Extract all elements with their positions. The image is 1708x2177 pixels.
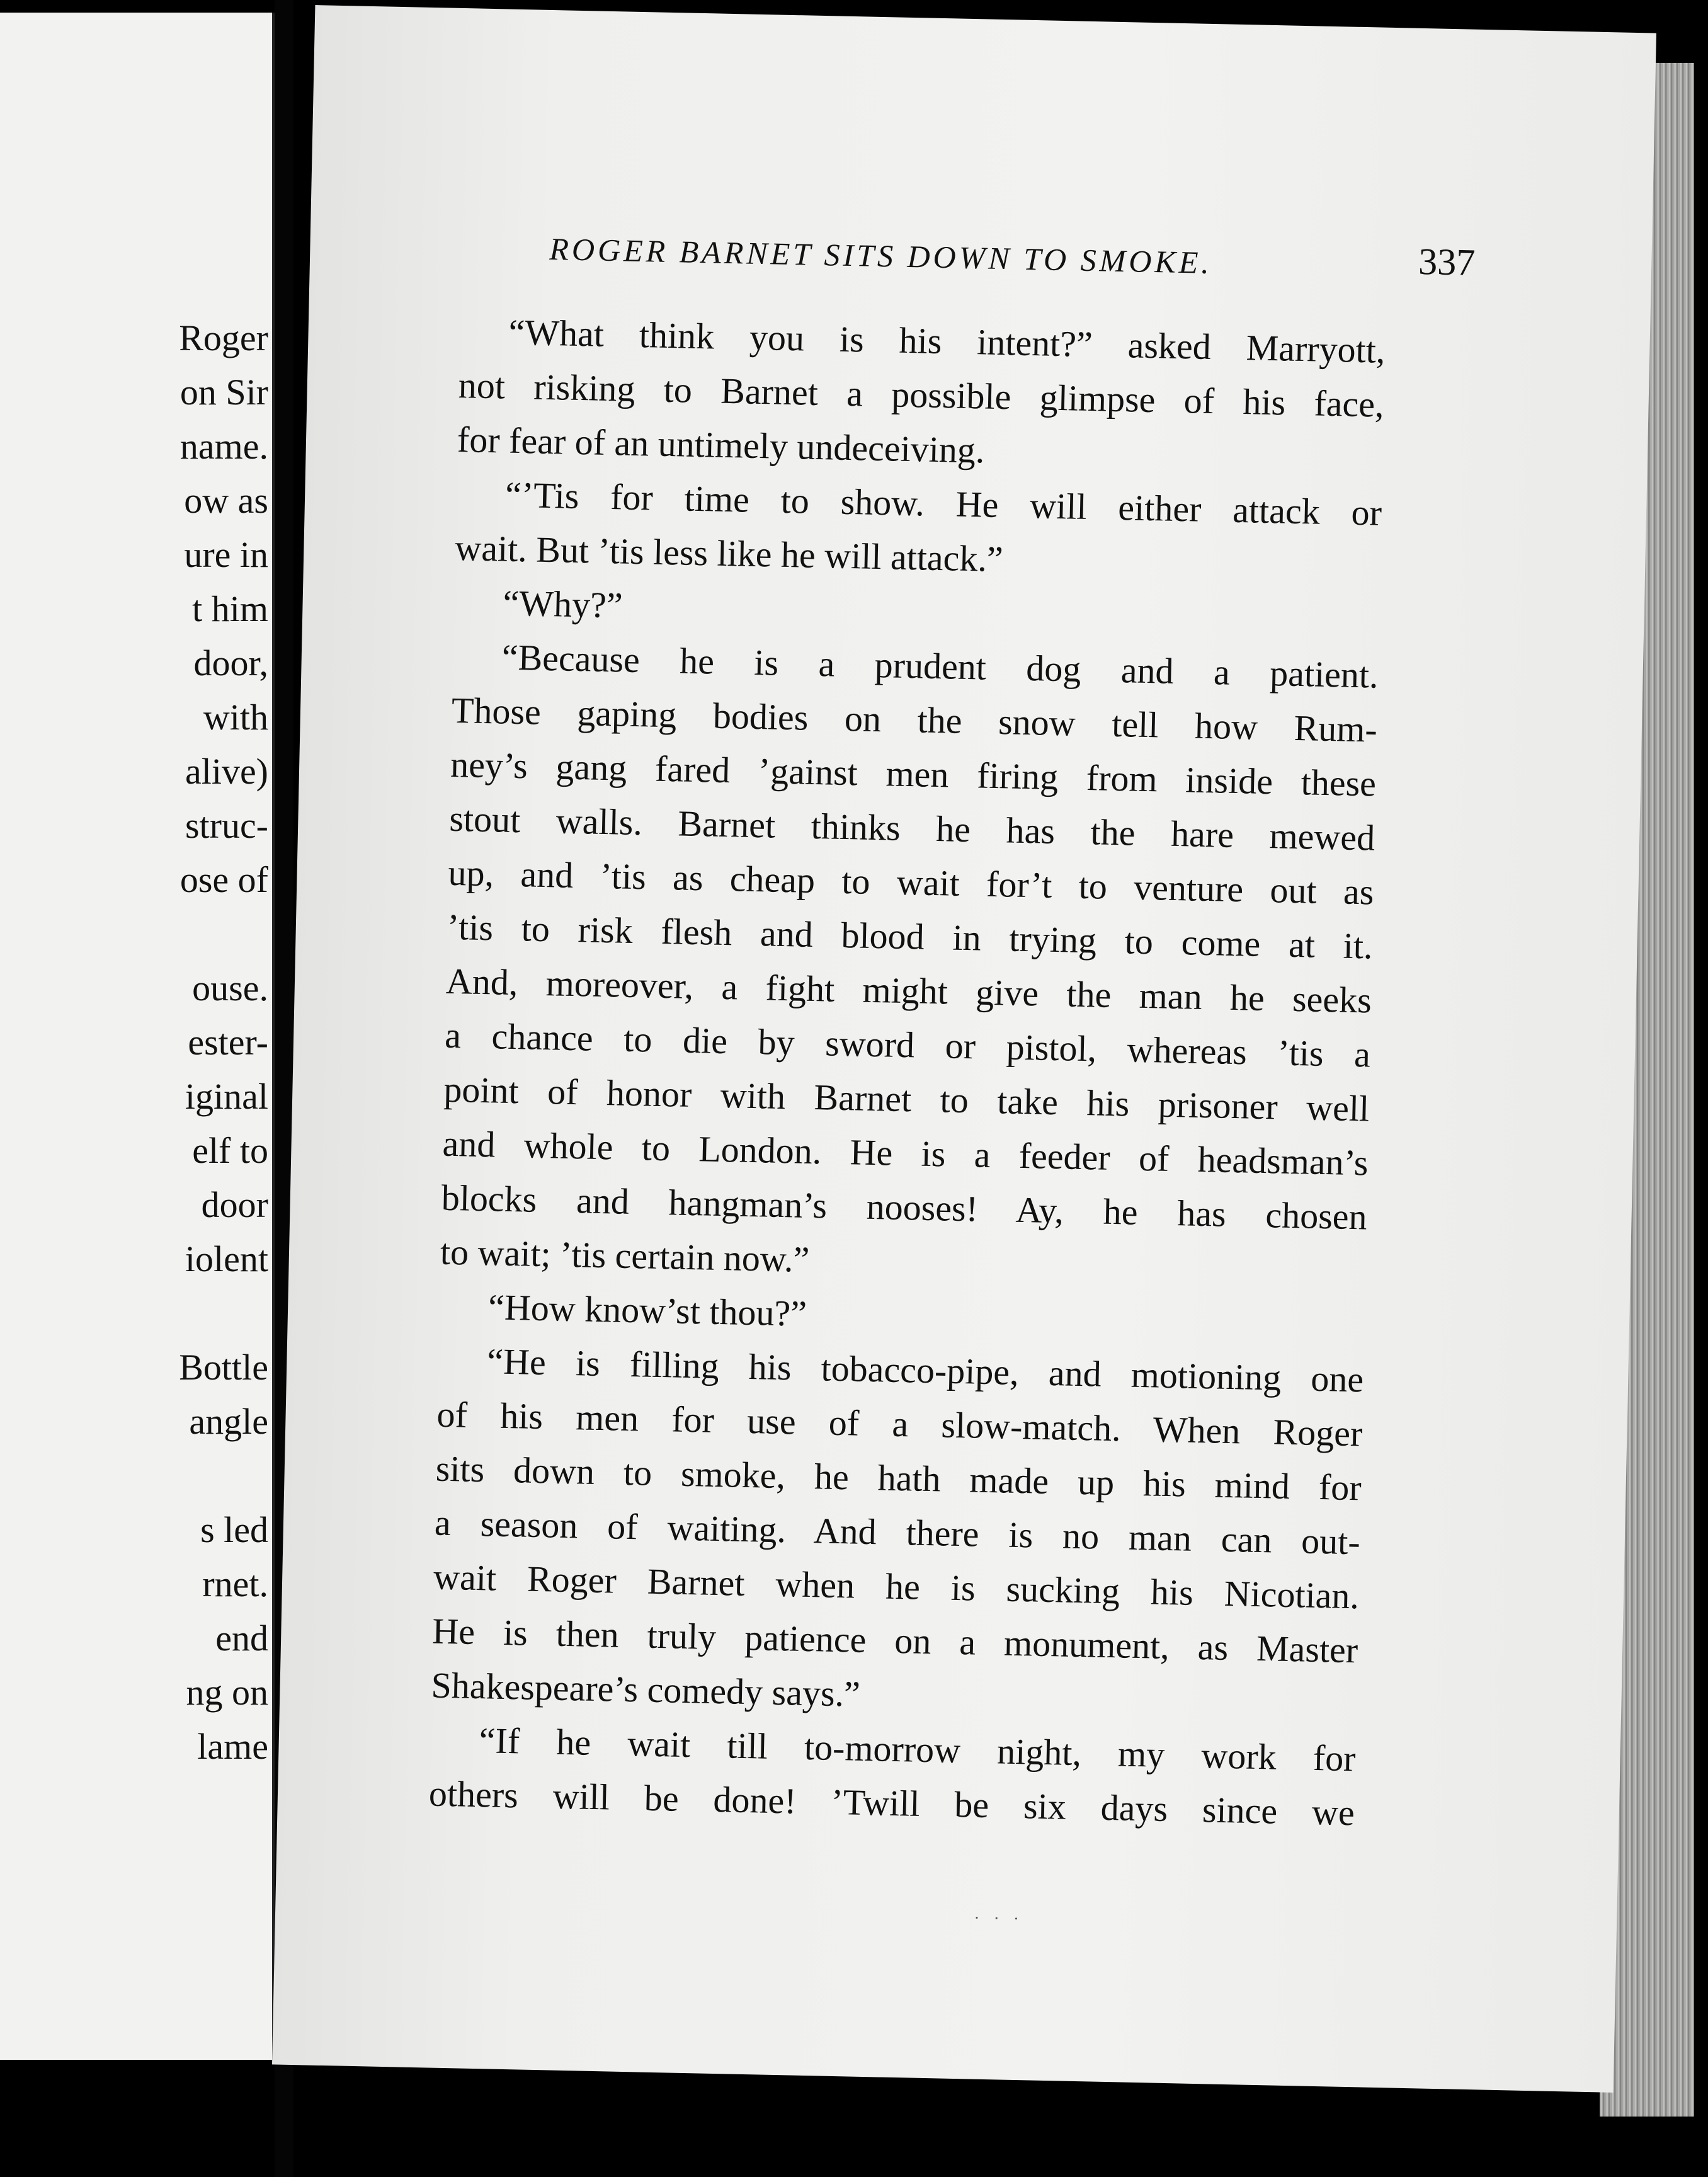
text-line: of his men for use of a slow-match. When Roger <box>436 1393 1364 1454</box>
text-line: “He is filling his tobacco-pipe, and motioning one <box>486 1340 1364 1400</box>
left-page-line: ester- <box>188 1022 268 1063</box>
text-line: And, moreover, a fight might give the man he seeks <box>445 960 1372 1021</box>
left-page-line: door <box>201 1184 268 1225</box>
text-line: blocks and hangman’s nooses! Ay, he has chosen <box>441 1177 1368 1238</box>
text-line: “Why?” <box>502 582 623 626</box>
left-page-line: Roger <box>179 317 268 358</box>
text-line: “How know’st thou?” <box>487 1286 807 1334</box>
left-page-line: door, <box>193 643 268 683</box>
text-line: “’Tis for time to show. He will either attack or <box>504 474 1382 534</box>
text-line: wait Roger Barnet when he is sucking his Nicotian. <box>433 1556 1360 1617</box>
left-page-line: end <box>215 1618 268 1659</box>
text-line: “Because he is a prudent dog and a patient. <box>501 636 1379 696</box>
print-specks: · · · <box>974 1909 1024 1928</box>
text-line: point of honor with Barnet to take his prisoner well <box>443 1068 1370 1129</box>
left-page-line: s led <box>200 1509 268 1550</box>
left-page-line: angle <box>189 1401 268 1442</box>
left-page-line: name. <box>179 426 268 467</box>
text-line: for fear of an untimely undeceiving. <box>457 418 986 471</box>
left-page-line: rnet. <box>202 1563 268 1604</box>
left-page-line: ng on <box>186 1672 268 1713</box>
text-line: a season of waiting. And there is no man can out- <box>434 1502 1361 1563</box>
right-page <box>272 5 1656 2093</box>
text-line: “If he wait till to-morrow night, my work for <box>479 1720 1357 1780</box>
left-page-line: ow as <box>184 480 268 521</box>
page-number: 337 <box>1418 240 1476 283</box>
text-line: others will be done! ’Twill be six days since we <box>428 1773 1355 1834</box>
text-line: not risking to Barnet a possible glimpse of his face, <box>458 364 1385 425</box>
body-text <box>428 304 1386 1840</box>
text-line: wait. But ’tis less like he will attack.” <box>454 527 1004 580</box>
text-line: “What think you is his intent?” asked Marryott, <box>508 311 1386 371</box>
left-page-line: t him <box>192 588 268 629</box>
running-head: ROGER BARNET SITS DOWN TO SMOKE. <box>549 231 1213 280</box>
left-page-fragment <box>0 13 275 2060</box>
text-line: ney’s gang fared ’gainst men firing from inside these <box>450 743 1377 804</box>
left-page-line: lame <box>197 1726 268 1767</box>
left-page-line: struc- <box>185 805 268 846</box>
left-page-line: iginal <box>185 1076 268 1117</box>
text-line: to wait; ’tis certain now.” <box>440 1231 810 1280</box>
left-page-line: on Sir <box>179 372 268 413</box>
left-page-line: with <box>203 697 268 738</box>
text-line: up, and ’tis as cheap to wait for’t to venture out as <box>447 852 1375 913</box>
text-line: stout walls. Barnet thinks he has the hare mewed <box>448 797 1375 859</box>
left-page-line: alive) <box>185 751 268 792</box>
left-page-line: elf to <box>192 1130 268 1171</box>
text-line: a chance to die by sword or pistol, whereas ’tis a <box>444 1014 1371 1075</box>
text-line: ’tis to risk flesh and blood in trying to come at it. <box>447 906 1374 967</box>
left-page-line: ure in <box>184 534 268 575</box>
left-page-line: Bottle <box>179 1347 268 1388</box>
left-page-line: ose of <box>179 859 268 900</box>
text-line: He is then truly patience on a monument, as Master <box>431 1610 1358 1671</box>
text-line: sits down to smoke, he hath made up his mind for <box>435 1448 1362 1509</box>
text-line: Shakespeare’s comedy says.” <box>430 1664 861 1715</box>
text-line: Those gaping bodies on the snow tell how Rum- <box>451 689 1378 750</box>
text-line: and whole to London. He is a feeder of headsman’s <box>441 1123 1369 1184</box>
left-page-line: ouse. <box>192 968 268 1009</box>
left-page-line: iolent <box>185 1238 268 1279</box>
